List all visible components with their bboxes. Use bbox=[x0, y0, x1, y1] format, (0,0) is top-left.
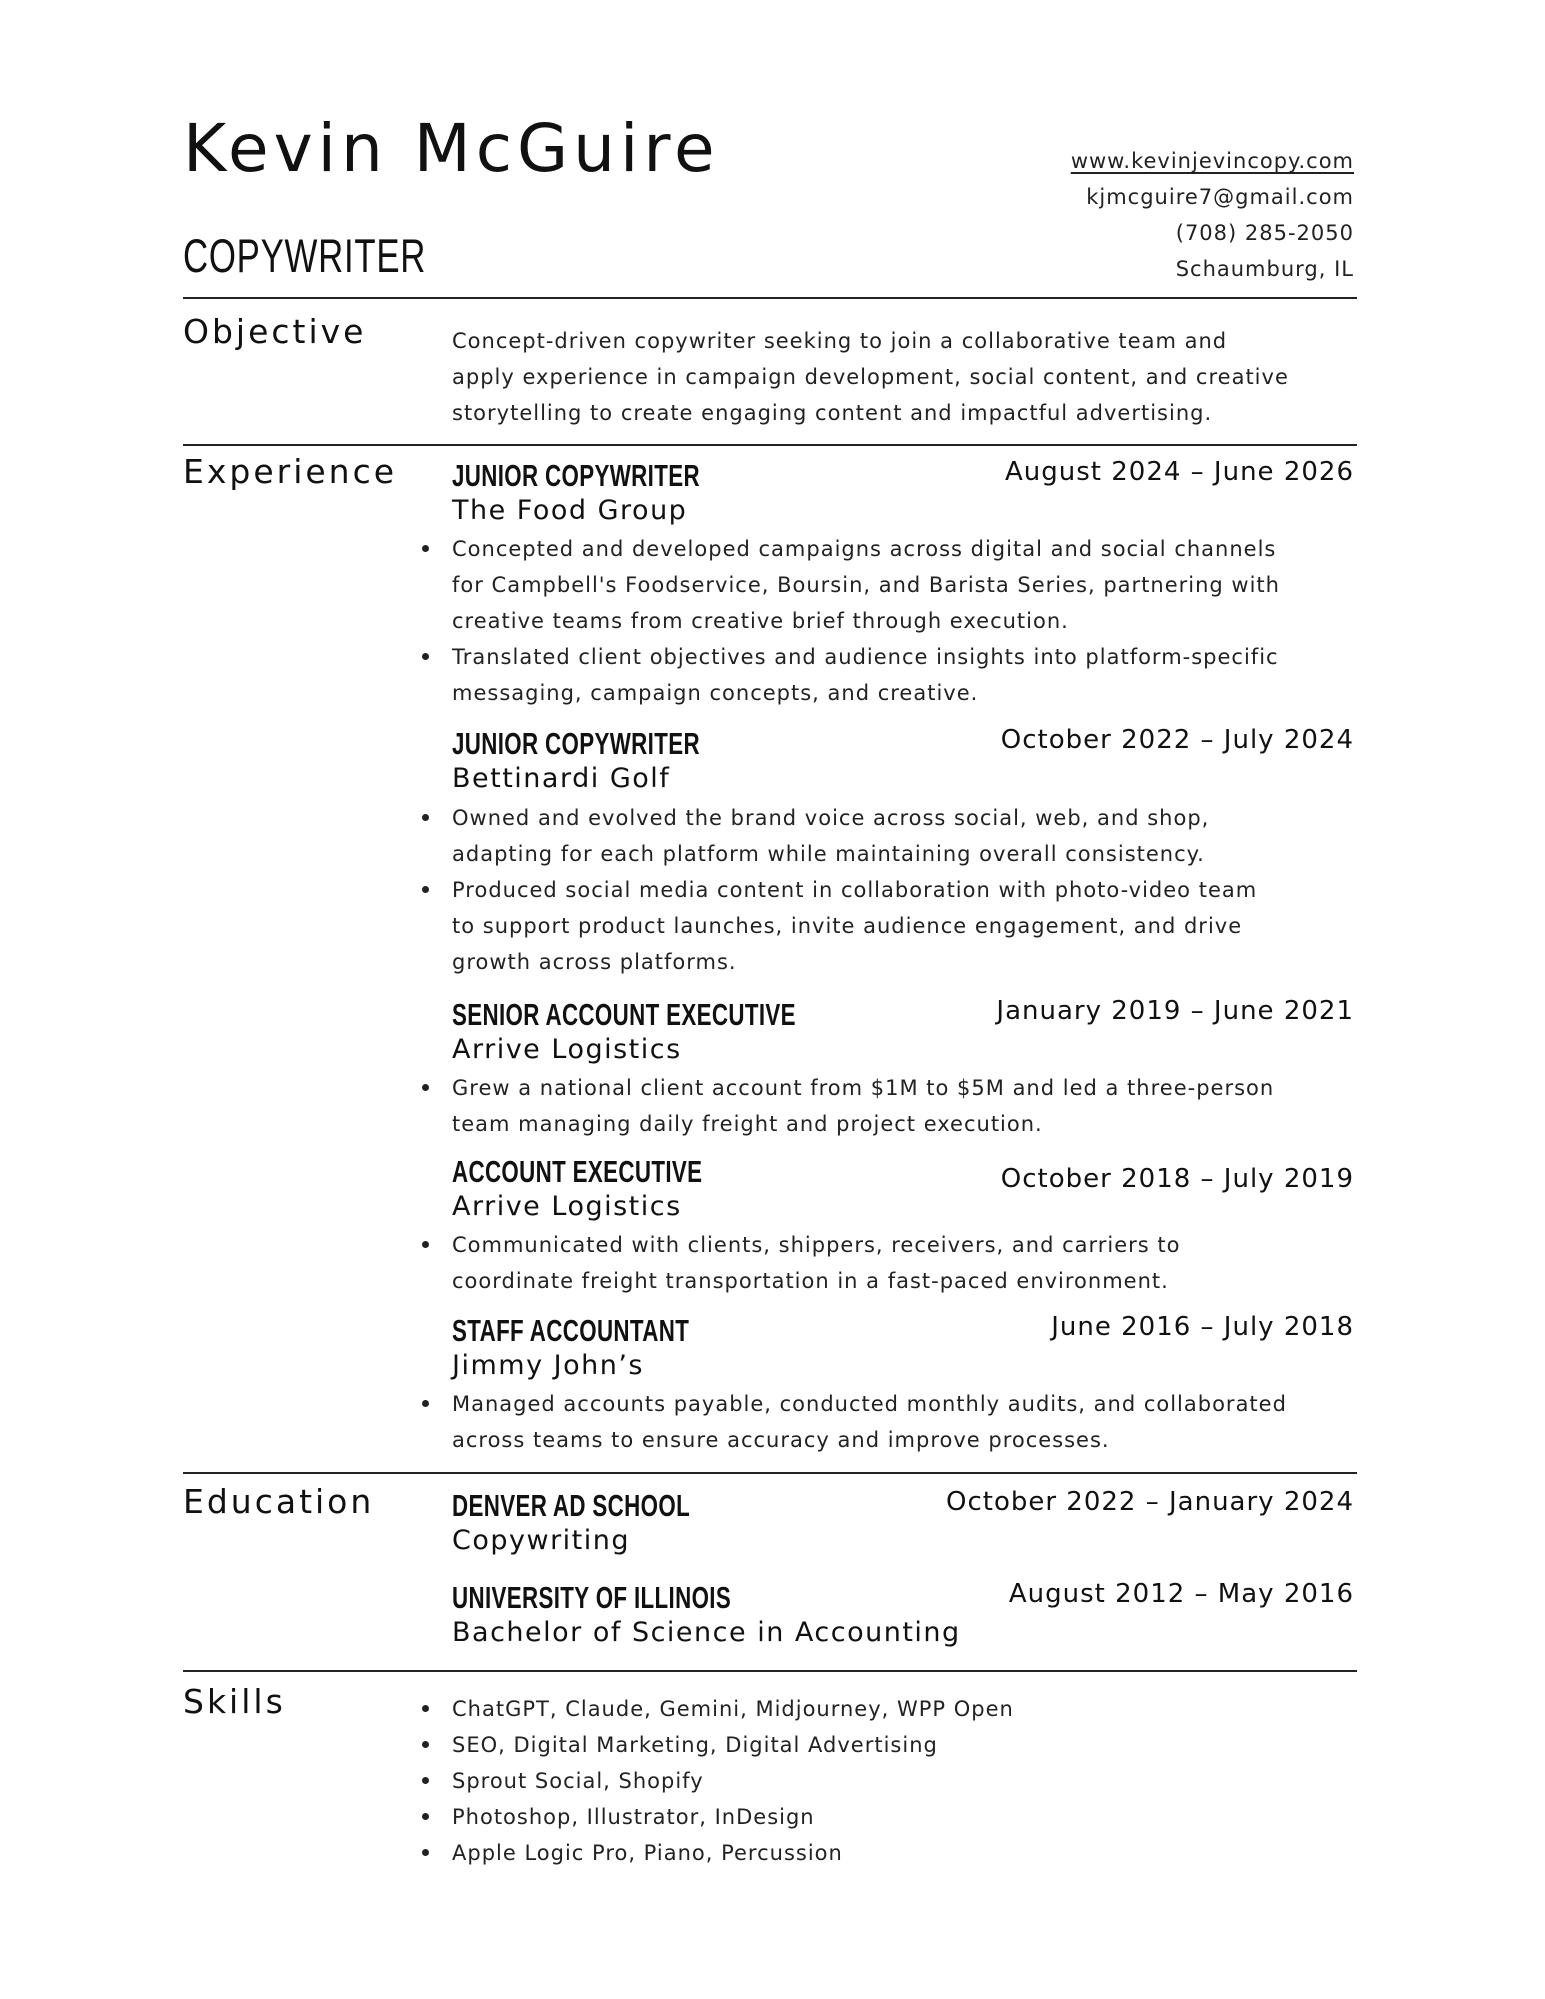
candidate-name: Kevin McGuire bbox=[183, 110, 720, 187]
objective-text bbox=[452, 323, 1357, 431]
bullet-line: Translated client objectives and audience insights into platform-specific bbox=[452, 645, 1279, 669]
bullet-line: growth across platforms. bbox=[452, 950, 737, 974]
objective-line: storytelling to create engaging content and impactful advertising. bbox=[452, 401, 1213, 425]
bullet-line: to support product launches, invite audience engagement, and drive bbox=[452, 914, 1243, 938]
section-divider bbox=[183, 1472, 1357, 1474]
school-name: UNIVERSITY OF ILLINOIS bbox=[452, 1580, 732, 1615]
job-dates: June 2016 – July 2018 bbox=[1051, 1312, 1354, 1342]
job-dates: October 2018 – July 2019 bbox=[1000, 1164, 1354, 1194]
job-bullets bbox=[452, 800, 1257, 980]
school-dates: August 2012 – May 2016 bbox=[1008, 1579, 1354, 1609]
job-company: Bettinardi Golf bbox=[452, 763, 671, 794]
objective-line: Concept-driven copywriter seeking to join a collaborative team and bbox=[452, 329, 1228, 353]
job-bullets bbox=[452, 1386, 1287, 1458]
list-item bbox=[452, 639, 1280, 711]
school-program: Copywriting bbox=[452, 1525, 631, 1556]
job-company: Arrive Logistics bbox=[452, 1191, 682, 1222]
website-link[interactable]: www.kevinjevincopy.com bbox=[1070, 149, 1354, 173]
bullet-line: coordinate freight transportation in a fast-paced environment. bbox=[452, 1269, 1169, 1293]
job-company: Arrive Logistics bbox=[452, 1034, 682, 1065]
skills-heading: Skills bbox=[183, 1682, 286, 1721]
job-title: ACCOUNT EXECUTIVE bbox=[452, 1154, 703, 1189]
contact-block bbox=[1071, 143, 1354, 287]
school-dates: October 2022 – January 2024 bbox=[945, 1487, 1354, 1517]
school-name: DENVER AD SCHOOL bbox=[452, 1488, 691, 1523]
job-dates: August 2024 – June 2026 bbox=[1004, 457, 1354, 487]
school-program: Bachelor of Science in Accounting bbox=[452, 1617, 961, 1648]
section-divider bbox=[183, 297, 1357, 299]
skills-list bbox=[452, 1691, 1014, 1871]
bullet-line: Managed accounts payable, conducted monthly audits, and collaborated bbox=[452, 1392, 1287, 1416]
job-bullets bbox=[452, 1227, 1181, 1299]
job-bullets bbox=[452, 1070, 1274, 1142]
job-title: STAFF ACCOUNTANT bbox=[452, 1313, 690, 1348]
bullet-line: Grew a national client account from $1M to $5M and led a three-person bbox=[452, 1076, 1275, 1100]
job-dates: October 2022 – July 2024 bbox=[1000, 725, 1354, 755]
email-text: kjmcguire7@gmail.com bbox=[1086, 185, 1354, 209]
job-company: Jimmy John’s bbox=[452, 1350, 644, 1381]
bullet-line: for Campbell's Foodservice, Boursin, and Barista Series, partnering with bbox=[452, 573, 1280, 597]
list-item bbox=[452, 1386, 1287, 1458]
bullet-line: Concepted and developed campaigns across digital and social channels bbox=[452, 537, 1277, 561]
experience-heading: Experience bbox=[183, 452, 398, 491]
bullet-line: adapting for each platform while maintaining overall consistency. bbox=[452, 842, 1205, 866]
bullet-line: creative teams from creative brief through execution. bbox=[452, 609, 1069, 633]
objective-heading: Objective bbox=[183, 312, 367, 351]
section-divider bbox=[183, 444, 1357, 446]
job-title: SENIOR ACCOUNT EXECUTIVE bbox=[452, 997, 796, 1032]
list-item: SEO, Digital Marketing, Digital Advertising bbox=[452, 1727, 1014, 1763]
list-item bbox=[452, 1070, 1274, 1142]
phone-text: (708) 285-2050 bbox=[1175, 221, 1354, 245]
job-title: JUNIOR COPYWRITER bbox=[452, 726, 700, 761]
bullet-line: team managing daily freight and project execution. bbox=[452, 1112, 1043, 1136]
list-item: Sprout Social, Shopify bbox=[452, 1763, 1014, 1799]
job-title: JUNIOR COPYWRITER bbox=[452, 458, 700, 493]
job-bullets bbox=[452, 531, 1280, 711]
job-company: The Food Group bbox=[452, 495, 688, 526]
bullet-line: Communicated with clients, shippers, receivers, and carriers to bbox=[452, 1233, 1181, 1257]
list-item bbox=[452, 1227, 1181, 1299]
location-text: Schaumburg, IL bbox=[1175, 257, 1354, 281]
list-item bbox=[452, 531, 1280, 639]
objective-line: apply experience in campaign development, social content, and creative bbox=[452, 365, 1289, 389]
list-item: Apple Logic Pro, Piano, Percussion bbox=[452, 1835, 1014, 1871]
bullet-line: across teams to ensure accuracy and improve processes. bbox=[452, 1428, 1110, 1452]
list-item: ChatGPT, Claude, Gemini, Midjourney, WPP Open bbox=[452, 1691, 1014, 1727]
education-heading: Education bbox=[183, 1482, 375, 1521]
candidate-role: COPYWRITER bbox=[183, 229, 427, 282]
list-item bbox=[452, 872, 1257, 980]
bullet-line: Produced social media content in collaboration with photo-video team bbox=[452, 878, 1258, 902]
resume-page bbox=[183, 0, 1357, 1999]
job-dates: January 2019 – June 2021 bbox=[996, 996, 1354, 1026]
list-item bbox=[452, 800, 1257, 872]
bullet-line: Owned and evolved the brand voice across social, web, and shop, bbox=[452, 806, 1210, 830]
section-divider bbox=[183, 1670, 1357, 1672]
bullet-line: messaging, campaign concepts, and creative. bbox=[452, 681, 979, 705]
list-item: Photoshop, Illustrator, InDesign bbox=[452, 1799, 1014, 1835]
